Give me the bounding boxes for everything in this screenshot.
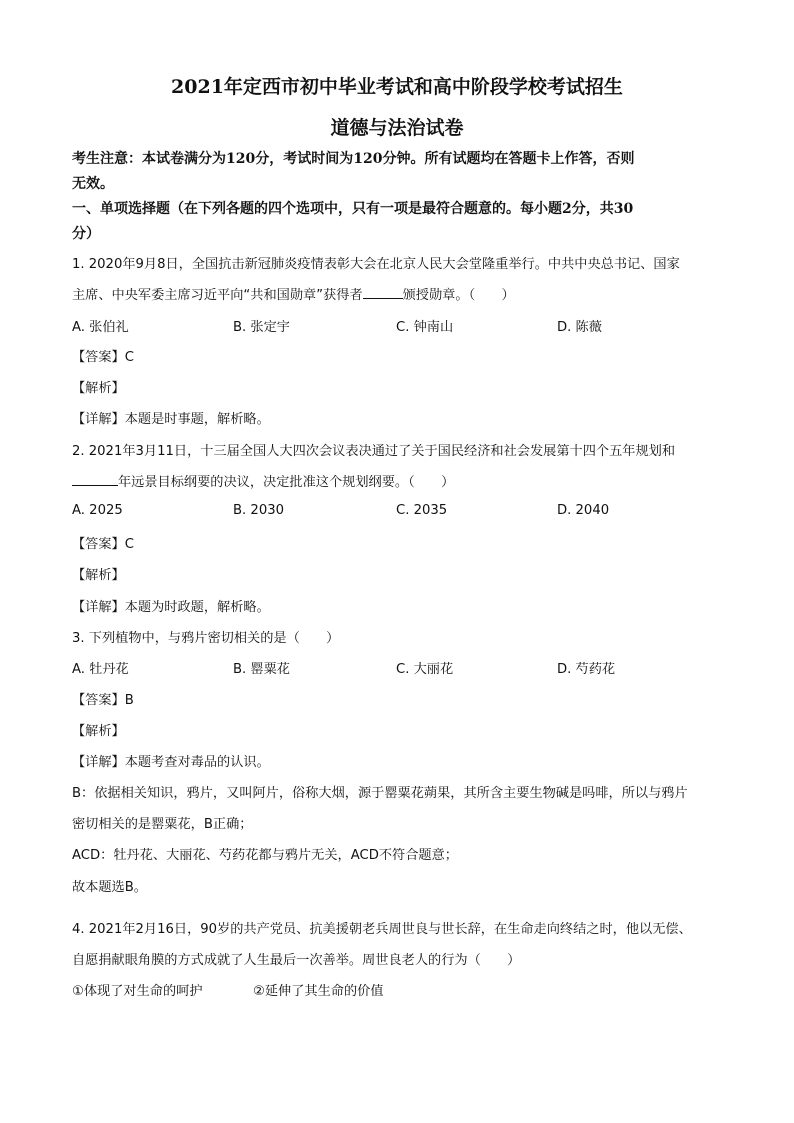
q1-answer: 【答案】C: [72, 350, 134, 365]
q4-item-2: ②延伸了其生命的价值: [253, 984, 384, 999]
q3-stem: 3. 下列植物中，与鸦片密切相关的是（ ）: [72, 631, 340, 646]
q2-answer: 【答案】C: [72, 537, 134, 552]
q3-explanation-line-4: 故本题选B。: [72, 880, 147, 895]
q2-detail: 【详解】本题为时政题，解析略。: [72, 600, 270, 615]
q1-stem-line-2: [72, 284, 515, 303]
q4-item-1: ①体现了对生命的呵护: [72, 984, 203, 999]
q1-blank: [363, 286, 403, 299]
section-heading-line-2: 分）: [72, 226, 100, 242]
q3-explanation-line-2: 密切相关的是罂粟花，B正确；: [72, 817, 253, 832]
q2-stem-line-2: [72, 471, 454, 490]
q3-explanation-line-3: ACD：牡丹花、大丽花、芍药花都与鸦片无关，ACD不符合题意；: [72, 848, 458, 863]
q4-stem-line-1: 4. 2021年2月16日，90岁的共产党员、抗美援朝老兵周世良与世长辞，在生命走向终结之时，他以无偿、: [72, 922, 692, 937]
q1-option-d: D. 陈薇: [557, 320, 602, 335]
exam-title: 2021年定西市初中毕业考试和高中阶段学校考试招生: [171, 76, 623, 98]
notice-line-2: 无效。: [72, 176, 114, 192]
q3-explanation-line-1: B：依据相关知识，鸦片，又叫阿片，俗称大烟，源于罂粟花蒴果，其所含主要生物碱是吗啡，所以与鸦片: [72, 786, 688, 801]
q2-option-a: A. 2025: [72, 503, 123, 518]
notice-line-1: 考生注意：本试卷满分为120分，考试时间为120分钟。所有试题均在答题卡上作答，否则: [72, 151, 635, 167]
q1-stem-line-1: 1. 2020年9月8日，全国抗击新冠肺炎疫情表彰大会在北京人民大会堂隆重举行。中共中央总书记、国家: [72, 257, 680, 272]
q3-detail: 【详解】本题考查对毒品的认识。: [72, 755, 270, 770]
q3-option-d: D. 芍药花: [557, 662, 616, 677]
q3-answer: 【答案】B: [72, 693, 134, 708]
q3-option-a: A. 牡丹花: [72, 662, 129, 677]
q2-stem-line-1: 2. 2021年3月11日，十三届全国人大四次会议表决通过了关于国民经济和社会发展第十四个五年规划和: [72, 444, 676, 459]
q1-option-c: C. 钟南山: [396, 320, 454, 335]
q2-analysis: 【解析】: [72, 568, 125, 583]
q3-analysis: 【解析】: [72, 724, 125, 739]
q1-analysis: 【解析】: [72, 381, 125, 396]
q2-blank: [72, 473, 118, 486]
q1-detail: 【详解】本题是时事题，解析略。: [72, 412, 270, 427]
section-heading-line-1: 一、单项选择题（在下列各题的四个选项中，只有一项是最符合题意的。每小题2分，共30: [72, 201, 634, 217]
exam-subtitle: 道德与法治试卷: [330, 117, 464, 139]
q4-stem-line-2: 自愿捐献眼角膜的方式成就了人生最后一次善举。周世良老人的行为（ ）: [72, 953, 521, 968]
q1-option-b: B. 张定宇: [233, 320, 290, 335]
q1-stem-part-b: 颁授勋章。（ ）: [402, 288, 515, 303]
q3-option-b: B. 罂粟花: [233, 662, 290, 677]
q2-stem-part-b: 年远景目标纲要的决议，决定批准这个规划纲要。（ ）: [118, 475, 455, 490]
q3-option-c: C. 大丽花: [396, 662, 454, 677]
q1-stem-part-a: 主席、中央军委主席习近平向“共和国勋章”获得者: [72, 288, 363, 303]
q2-option-c: C. 2035: [396, 503, 448, 518]
q2-option-b: B. 2030: [233, 503, 284, 518]
q2-option-d: D. 2040: [557, 503, 610, 518]
q1-option-a: A. 张伯礼: [72, 320, 129, 335]
